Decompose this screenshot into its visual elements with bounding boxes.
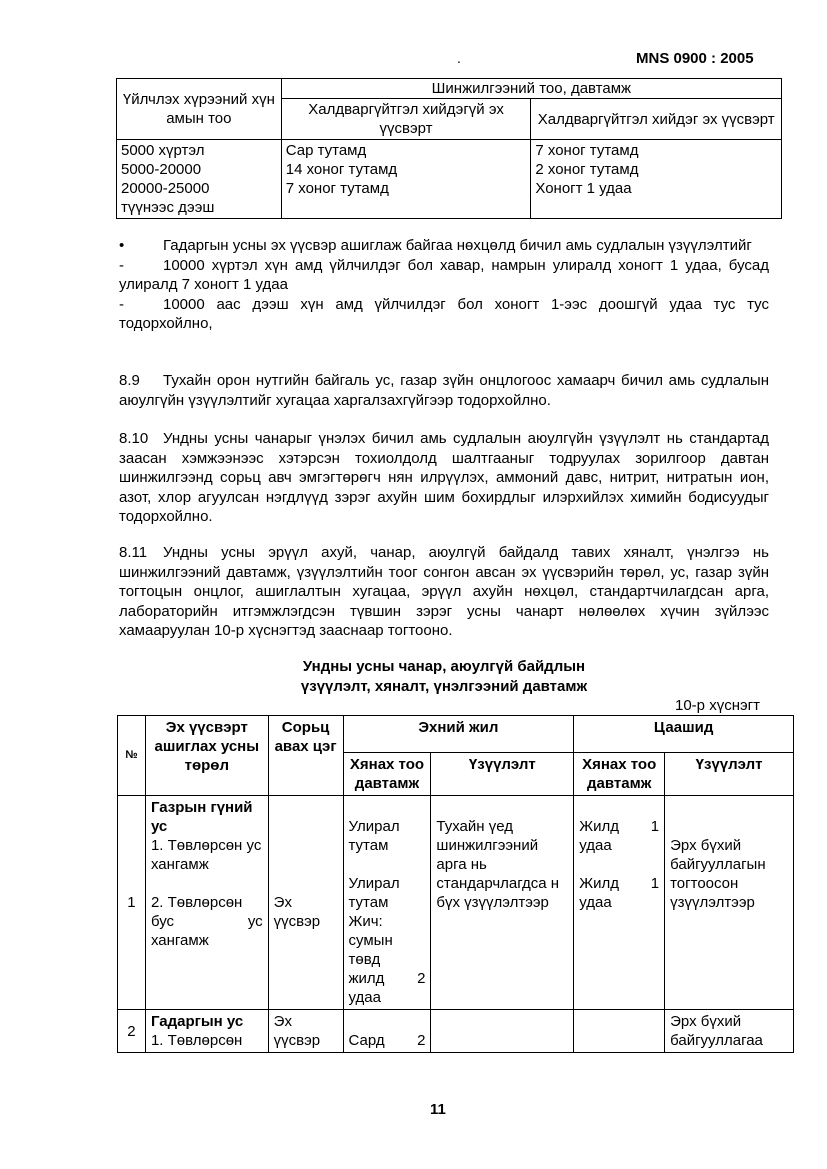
t2-word: 1 <box>650 875 660 892</box>
t1-population-cell <box>117 140 282 219</box>
t2-later-freq <box>579 874 659 893</box>
section-number: 8.10 <box>119 430 149 447</box>
table-row <box>118 796 794 1010</box>
t2-later-indicator-text: Эрх бүхий байгууллагын тогтоосон үзүүлэлтээр <box>670 837 766 911</box>
t2-freq-note: удаа <box>348 989 381 1006</box>
t1-group-header: Шинжилгээний тоо, давтамж <box>281 79 781 99</box>
t2-word: жилд <box>348 970 385 987</box>
bullet-intro <box>119 236 769 256</box>
t2-sample-cell: Эх үүсвэр <box>268 1010 343 1053</box>
t2-h-indicator-later: Үзүүлэлт <box>665 753 794 796</box>
t2-freq-cell <box>343 796 431 1010</box>
section-number: 8.9 <box>119 372 140 389</box>
bullet-intro-text: Гадаргын усны эх үүсвэр ашиглаж байгаа нөхцөлд бичил амь судлалын үзүүлэлтийг <box>163 237 752 254</box>
t2-word: Жилд <box>579 818 619 835</box>
dash-marker: - <box>119 295 124 313</box>
t1-cell: 5000-20000 <box>121 161 202 178</box>
t1-cell: Сар тутамд <box>285 142 367 159</box>
t2-sample-text: Эх үүсвэр <box>273 894 321 930</box>
table2-number: 10-р хүснэгт <box>675 697 760 714</box>
section-text: Ундны усны чанарыг үнэлэх бичил амь судлалын аюулгүйн үзүүлэлт нь стандартад заасан хэмжээнээс хэтэрсэн тохиолдолд шалтгааныг тодруулах зорилгоор давтан шинжилгээнд сорьц авч эмгэгтөрөгч нян илрүүлэх, аммоний давс, нитрит, нитратын ион, азот, хлор агуулсан нэгдлүүд зэрэг ахуйн шим бохирдлыг илэрхийлэх химийн бодисуудыг тодорхойлно. <box>119 430 769 525</box>
t2-later-indicator-cell: Эрх бүхий байгууллагаа <box>665 1010 794 1053</box>
section-8-9 <box>119 371 769 410</box>
t2-source-title: Гадаргын ус <box>150 1013 244 1030</box>
t2-sample-cell <box>268 796 343 1010</box>
t2-indicator-cell <box>431 1010 574 1053</box>
t2-word: бус <box>150 913 175 930</box>
t2-source-title: Газрын гүний ус <box>150 799 253 835</box>
table2-title <box>119 657 769 697</box>
t2-freq-note <box>349 969 426 988</box>
t2-row-num: 1 <box>118 796 146 1010</box>
t2-later-freq: удаа <box>579 894 612 911</box>
t2-h-first-year: Эхний жил <box>343 716 574 753</box>
bullet-list <box>119 236 769 334</box>
t1-col1-header: Үйлчлэх хүрээний хүн амын тоо <box>117 79 282 140</box>
t2-h-source: Эх үүсвэрт ашиглах усны төрөл <box>145 716 268 796</box>
header-dot: . <box>457 50 461 66</box>
t2-freq-cell <box>343 1010 431 1053</box>
t2-h-freq: Хянах тоо давтамж <box>343 753 431 796</box>
t2-indicator-text: Тухайн үед шинжилгээний арга нь стандарчлагдса н бүх үзүүлэлтээр <box>436 818 560 911</box>
t2-freq-text: Улирал тутам <box>348 875 400 911</box>
section-text: Тухайн орон нутгийн байгаль ус, газар зүйн онцлогоос хамаарч бичил амь судлалын аюулгүйн үзүүлэлтийг хугацаа харгалзахгүйгээр тодорхойлно. <box>119 372 769 409</box>
section-8-11 <box>119 543 769 641</box>
dash-marker: - <box>119 256 124 274</box>
t2-word: 2 <box>417 970 426 987</box>
t2-h-sample: Сорьц авах цэг <box>268 716 343 796</box>
t2-source-item <box>151 912 263 931</box>
t2-source-cell <box>145 796 268 1010</box>
t2-word: Сард <box>348 1032 385 1049</box>
t1-col2-header: Халдваргүйтгэл хийдэгүй эх үүсвэрт <box>281 99 531 140</box>
t2-h-freq-later: Хянах тоо давтамж <box>574 753 665 796</box>
section-8-10 <box>119 429 769 527</box>
section-number: 8.11 <box>119 544 148 561</box>
t1-cell: 5000 хүртэл <box>121 142 205 159</box>
t1-col3-header: Халдваргүйтгэл хийдэг эх үүсвэрт <box>531 99 782 140</box>
t2-source-item: 2. Төвлөрсөн <box>150 894 243 911</box>
list-item <box>119 256 769 295</box>
t2-later-freq-cell <box>574 1010 665 1053</box>
table2-title-line: үзүүлэлт, хяналт, үнэлгээний давтамж <box>300 678 588 695</box>
t1-cell: 7 хоног тутамд <box>535 142 639 159</box>
t2-later-freq <box>579 817 659 836</box>
t2-h-indicator: Үзүүлэлт <box>431 753 574 796</box>
bullet-marker: • <box>119 237 125 254</box>
t2-word: Жилд <box>579 875 619 892</box>
t2-row-num: 2 <box>118 1010 146 1053</box>
t1-cell: 7 хоног тутамд <box>285 180 389 197</box>
page-number: 11 <box>430 1101 446 1118</box>
list-item-text: 10000 хүртэл хүн амд үйлчилдэг бол хавар, намрын улиралд хоногт 1 удаа, бусад улиралд 7 хоногт 1 удаа <box>119 256 769 293</box>
t2-h-later: Цаашид <box>574 716 794 753</box>
t2-source-item: 1. Төвлөрсөн ус хангамж <box>150 837 262 873</box>
t2-later-freq-cell <box>574 796 665 1010</box>
list-item-text: 10000 аас дээш хүн амд үйлчилдэг бол хоногт 1-ээс доошгүй удаа тус тус тодорхойлно, <box>119 295 769 332</box>
frequency-table <box>116 78 782 219</box>
t1-no-disinfect-cell <box>281 140 531 219</box>
t2-freq-text: Улирал тутам <box>348 818 400 854</box>
t1-cell: 14 хоног тутамд <box>285 161 398 178</box>
t1-cell: 20000-25000 <box>121 180 210 197</box>
t2-freq-text <box>349 1031 426 1050</box>
t2-word: ус <box>247 913 263 930</box>
table2-title-line: Ундны усны чанар, аюулгүй байдлын <box>302 658 586 675</box>
t1-cell: Хоногт 1 удаа <box>535 180 632 197</box>
t2-word: 2 <box>417 1032 426 1049</box>
t2-source-cell <box>145 1010 268 1053</box>
t2-indicator-cell <box>431 796 574 1010</box>
section-text: Ундны усны эрүүл ахуй, чанар, аюулгүй байдалд тавих хяналт, үнэлгээ нь шинжилгээний давтамж, үзүүлэлтийн тоог сонгон авсан эх үүсвэрийн төрөл, ус, газар зүйн тогтоцын онцлог, ашиглалтын хугацаа, эрүүл ахуйн нөхцөл, стандартчилагдсан арга, лабораторийн итгэмжлэгдсэн түвшин зэрэг усны чанарт нөлөөлөх хүчин зүйлээс хамааруулан 10-р хүснэгтэд зааснаар тогтооно. <box>119 544 769 639</box>
t2-later-indicator-cell <box>665 796 794 1010</box>
t1-cell: түүнээс дээш <box>121 199 215 216</box>
table-row <box>118 1010 794 1053</box>
t2-h-num: № <box>118 716 146 796</box>
t1-disinfect-cell <box>531 140 782 219</box>
water-quality-table <box>117 715 794 1053</box>
t2-word: 1 <box>650 818 660 835</box>
standard-number: MNS 0900 : 2005 <box>636 50 754 67</box>
t2-source-item: хангамж <box>150 932 209 949</box>
list-item <box>119 295 769 334</box>
t2-freq-note: Жич: сумын төвд <box>348 913 393 968</box>
t2-later-freq: удаа <box>579 837 612 854</box>
t2-source-item: 1. Төвлөрсөн <box>150 1032 243 1049</box>
t1-cell: 2 хоног тутамд <box>535 161 639 178</box>
